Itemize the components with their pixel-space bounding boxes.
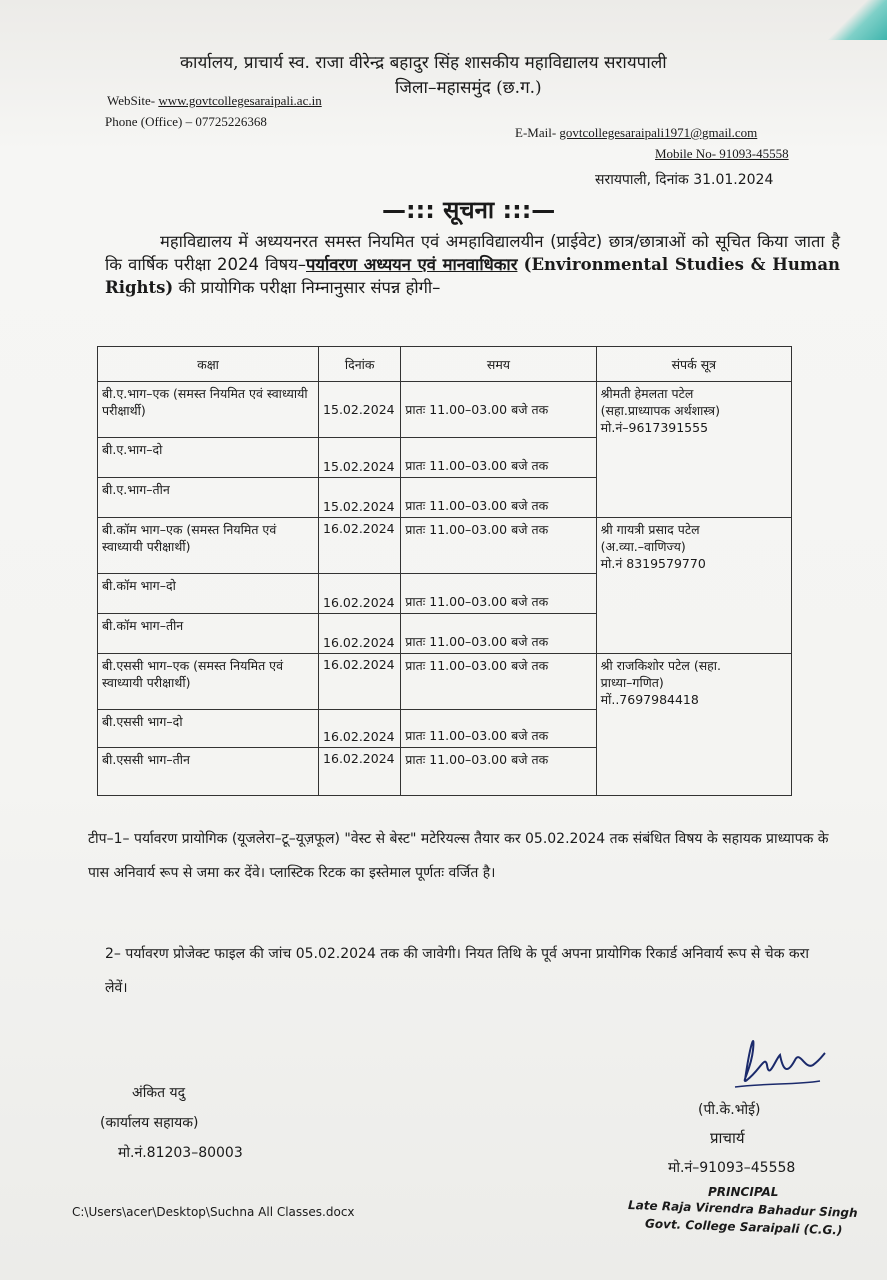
intro-paragraph: महाविद्यालय में अध्ययनरत समस्त नियमित एवं अमहाविद्यालयीन (प्राईवेट) छात्र/छात्राओं को सूचित किया जाता है कि वार्षिक परीक्षा 2024 विषय–पर्यावरण अध्ययन एवं मानवाधिकार (Environmental Studies & Human Rights) की प्रायोगिक परीक्षा निम्नानुसार संपन्न होगी– <box>105 232 841 297</box>
tip-2: 2– पर्यावरण प्रोजेक्ट फाइल की जांच 05.02.2024 तक की जावेगी। नियत तिथि के पूर्व अपना प्रायोगिक रिकार्ड अनिवार्य रूप से चेक करा लेवें। <box>105 946 810 996</box>
mobile-line: Mobile No- 91093-45558 <box>655 146 789 161</box>
table-row: बी.कॉम भाग–एक (समस्त नियमित एवं स्वाध्यायी परीक्षार्थी) 16.02.2024 प्रातः 11.00–03.00 बजे तक श्री गायत्री प्रसाद पटेल (अ.व्या.–वाणिज्य) मो.नं 8319579770 <box>98 518 792 574</box>
website-line: WebSite- www.govtcollegesaraipali.ac.in <box>107 93 322 108</box>
table-row: बी.ए.भाग–एक (समस्त नियमित एवं स्वाध्यायी परीक्षार्थी) 15.02.2024 प्रातः 11.00–03.00 बजे तक श्रीमती हेमलता पटेल (सहा.प्राध्यापक अर्थशास्त्र) मो.नं–9617391555 <box>98 382 792 438</box>
table-row: बी.ए.भाग–दो 15.02.2024 प्रातः 11.00–03.00 बजे तक <box>98 438 792 478</box>
table-header-row <box>98 347 792 382</box>
clerk-mobile: मो.नं.81203–80003 <box>118 1145 243 1161</box>
table-row: बी.ए.भाग–तीन 15.02.2024 प्रातः 11.00–03.00 बजे तक <box>98 478 792 518</box>
clerk-title: (कार्यालय सहायक) <box>100 1115 199 1131</box>
stamp-line-2: Late Raja Virendra Bahadur Singh <box>627 1197 858 1221</box>
page-corner-decoration <box>827 0 887 40</box>
notice-title: —::: सूचना :::— <box>382 196 556 224</box>
district-line: जिला–महासमुंद (छ.ग.) <box>395 78 542 98</box>
table-row: बी.एससी भाग–तीन 16.02.2024 प्रातः 11.00–03.00 बजे तक <box>98 748 792 796</box>
table-row: बी.कॉम भाग–तीन 16.02.2024 प्रातः 11.00–03.00 बजे तक <box>98 614 792 654</box>
contact-cell: श्री राजकिशोर पटेल (सहा. प्राध्या–गणित) मों..7697984418 <box>596 654 791 796</box>
principal-title: प्राचार्य <box>710 1129 745 1147</box>
date-line: सरायपाली, दिनांक 31.01.2024 <box>595 172 774 188</box>
col-header-time: समय <box>401 347 596 382</box>
clerk-name: अंकित यदु <box>132 1085 186 1101</box>
contact-cell: श्रीमती हेमलता पटेल (सहा.प्राध्यापक अर्थशास्त्र) मो.नं–9617391555 <box>596 382 791 518</box>
stamp-line-1: PRINCIPAL <box>708 1185 779 1199</box>
col-header-contact: संपर्क सूत्र <box>596 347 791 382</box>
contact-cell: श्री गायत्री प्रसाद पटेल (अ.व्या.–वाणिज्य) मो.नं 8319579770 <box>596 518 791 654</box>
stamp-line-3: Govt. College Saraipali (C.G.) <box>644 1216 843 1238</box>
col-header-class: कक्षा <box>98 347 319 382</box>
col-header-date: दिनांक <box>319 347 401 382</box>
tip-1: टीप–1– पर्यावरण प्रायोगिक (यूजलेरा–टू–यूज़फूल) "वेस्ट से बेस्ट" मटेरियल्स तैयार कर 05.02.2024 तक संबंधित विषय के सहायक प्राध्यापक के पास अनिवार्य रूप से जमा कर देंवे। प्लास्टिक रिटक का इस्तेमाल पूर्णतः वर्जित है। <box>88 831 829 881</box>
file-path: C:\Users\acer\Desktop\Suchna All Classes.docx <box>72 1205 355 1219</box>
phone-line: Phone (Office) – 07725226368 <box>105 114 267 129</box>
table-row: बी.कॉम भाग–दो 16.02.2024 प्रातः 11.00–03.00 बजे तक <box>98 574 792 614</box>
office-title: कार्यालय, प्राचार्य स्व. राजा वीरेन्द्र बहादुर सिंह शासकीय महाविद्यालय सरायपाली <box>180 53 667 73</box>
principal-signature <box>725 1025 830 1100</box>
email-line: E-Mail- govtcollegesaraipali1971@gmail.com <box>515 125 758 140</box>
table-row: बी.एससी भाग–एक (समस्त नियमित एवं स्वाध्यायी परीक्षार्थी) 16.02.2024 प्रातः 11.00–03.00 बजे तक श्री राजकिशोर पटेल (सहा. प्राध्या–गणित) मों..7697984418 <box>98 654 792 710</box>
principal-name: (पी.के.भोई) <box>698 1102 761 1118</box>
table-row: बी.एससी भाग–दो 16.02.2024 प्रातः 11.00–03.00 बजे तक <box>98 710 792 748</box>
schedule-table <box>97 346 792 796</box>
principal-mobile: मो.नं–91093–45558 <box>668 1160 796 1176</box>
